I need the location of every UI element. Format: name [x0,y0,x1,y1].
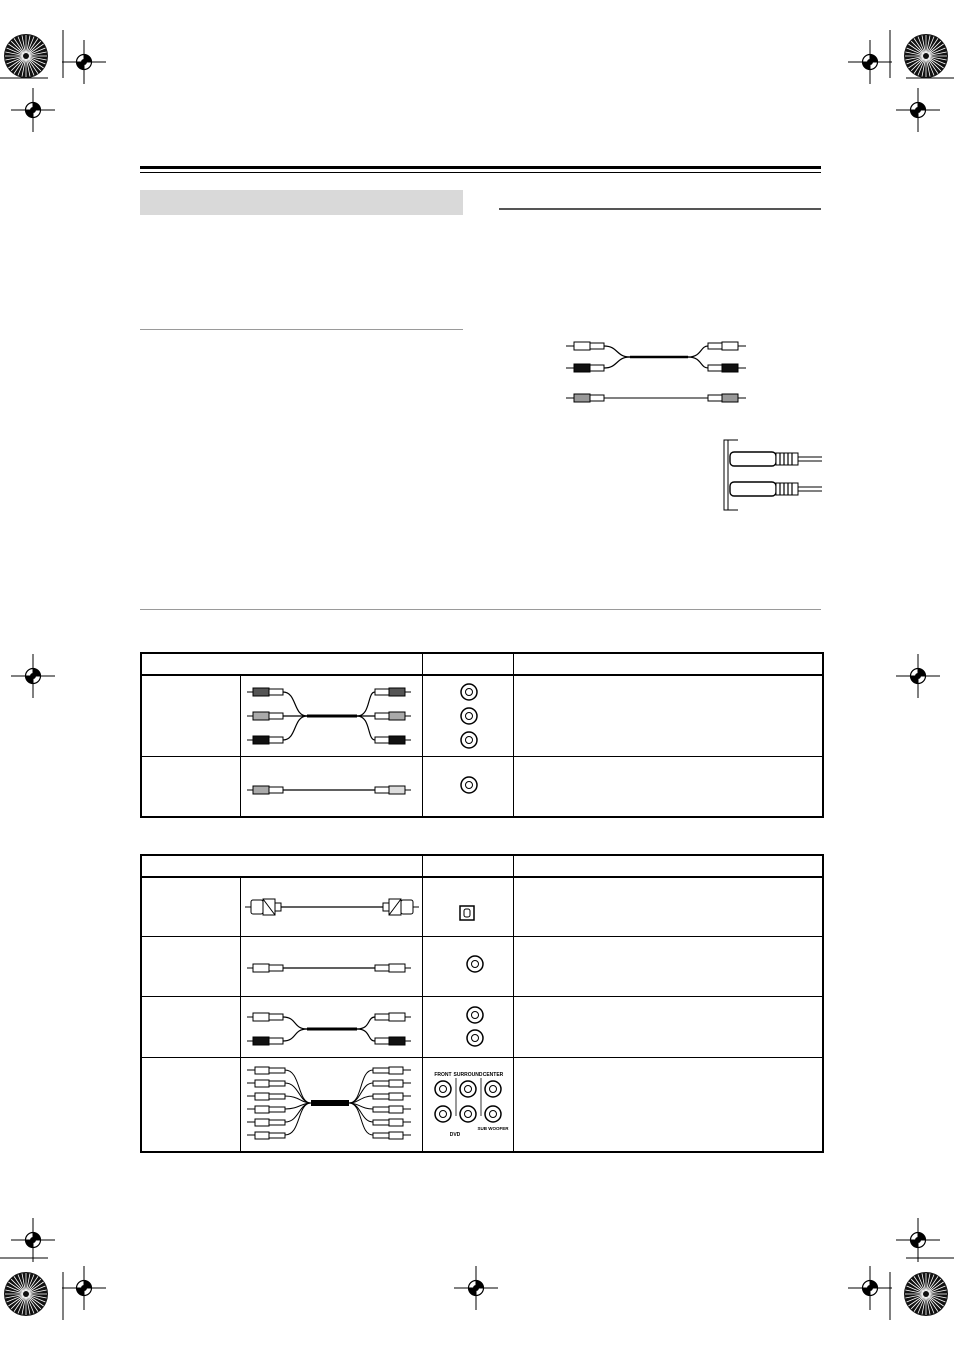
column-header-jack [422,653,513,675]
jack-label-front: FRONT [433,1072,452,1078]
column-header-jack [422,855,513,877]
registration-mark-icon [11,88,55,132]
column-header-description [513,653,823,675]
cable-name [141,877,240,937]
cable-cell [240,675,422,757]
table-header-row [141,653,823,675]
table-row [141,997,823,1058]
optical-jack-icon [423,878,514,936]
rca-cable-icon [241,676,423,756]
cable-cell [240,877,422,937]
cable-cell [240,1058,422,1153]
rca-cable-icon [241,997,423,1057]
cable-description [513,675,823,757]
jack-label-center: CENTER [482,1072,503,1078]
starburst-target-icon [904,34,948,78]
registration-mark-icon [896,88,940,132]
rca-cable-icon [241,757,423,816]
cable-name [141,997,240,1058]
cable-name [141,937,240,997]
tables-section-rule [140,609,821,610]
jack-label-dvd: DVD [449,1132,460,1138]
registration-mark-icon [848,40,892,84]
cable-cell [240,997,422,1058]
jack-cell [422,877,513,937]
registration-mark-icon [11,1218,55,1262]
plug-insertion-icon [724,440,822,510]
column-header-description [513,855,823,877]
table-row [141,937,823,997]
rca-cable-icon [566,342,746,402]
right-subheading-rule [499,208,821,210]
jack-cell [422,1058,513,1153]
cable-description [513,937,823,997]
header-rule [140,166,821,169]
jack-cell [422,757,513,818]
cable-description [513,757,823,818]
jack-label-subwoofer: SUB WOOFER [477,1126,508,1131]
cable-name [141,675,240,757]
header-subrule [140,172,821,173]
left-subheading-rule [140,329,463,330]
registration-mark-icon [896,1218,940,1262]
starburst-target-icon [904,1272,948,1316]
jack-cell [422,675,513,757]
column-header-cable [141,855,422,877]
jack-cell [422,997,513,1058]
rca-jack-icon [423,997,514,1057]
cable-name [141,757,240,818]
cable-cell [240,757,422,818]
jack-cell [422,937,513,997]
plug-insertion-illustration [718,436,822,514]
registration-mark-icon [454,1266,498,1310]
optical-cable-icon [241,878,423,936]
rca-jack-icon [423,937,514,996]
table-header-row [141,855,823,877]
rca-cable-illustration [560,335,760,410]
table-row [141,877,823,937]
section-title-band [140,190,463,215]
rca-jack-icon [435,1081,501,1122]
audio-connections-table [140,854,824,1153]
table-row [141,1058,823,1153]
cable-description [513,1058,823,1153]
rca-cable-icon [241,1058,423,1151]
table-row [141,757,823,818]
registration-mark-icon [62,1266,106,1310]
jack-label-surround: SURROUND [453,1072,482,1078]
column-header-cable [141,653,422,675]
rca-jack-icon [423,757,514,816]
rca-cable-icon [241,937,423,996]
starburst-target-icon [4,34,48,78]
table-row [141,675,823,757]
multichannel-jack-panel [423,1058,514,1151]
rca-jack-icon [423,676,514,756]
video-connections-table [140,652,824,818]
cable-description [513,877,823,937]
cable-description [513,997,823,1058]
registration-mark-icon [896,654,940,698]
registration-mark-icon [848,1266,892,1310]
starburst-target-icon [4,1272,48,1316]
cable-name [141,1058,240,1153]
cable-cell [240,937,422,997]
registration-mark-icon [11,654,55,698]
registration-mark-icon [62,40,106,84]
